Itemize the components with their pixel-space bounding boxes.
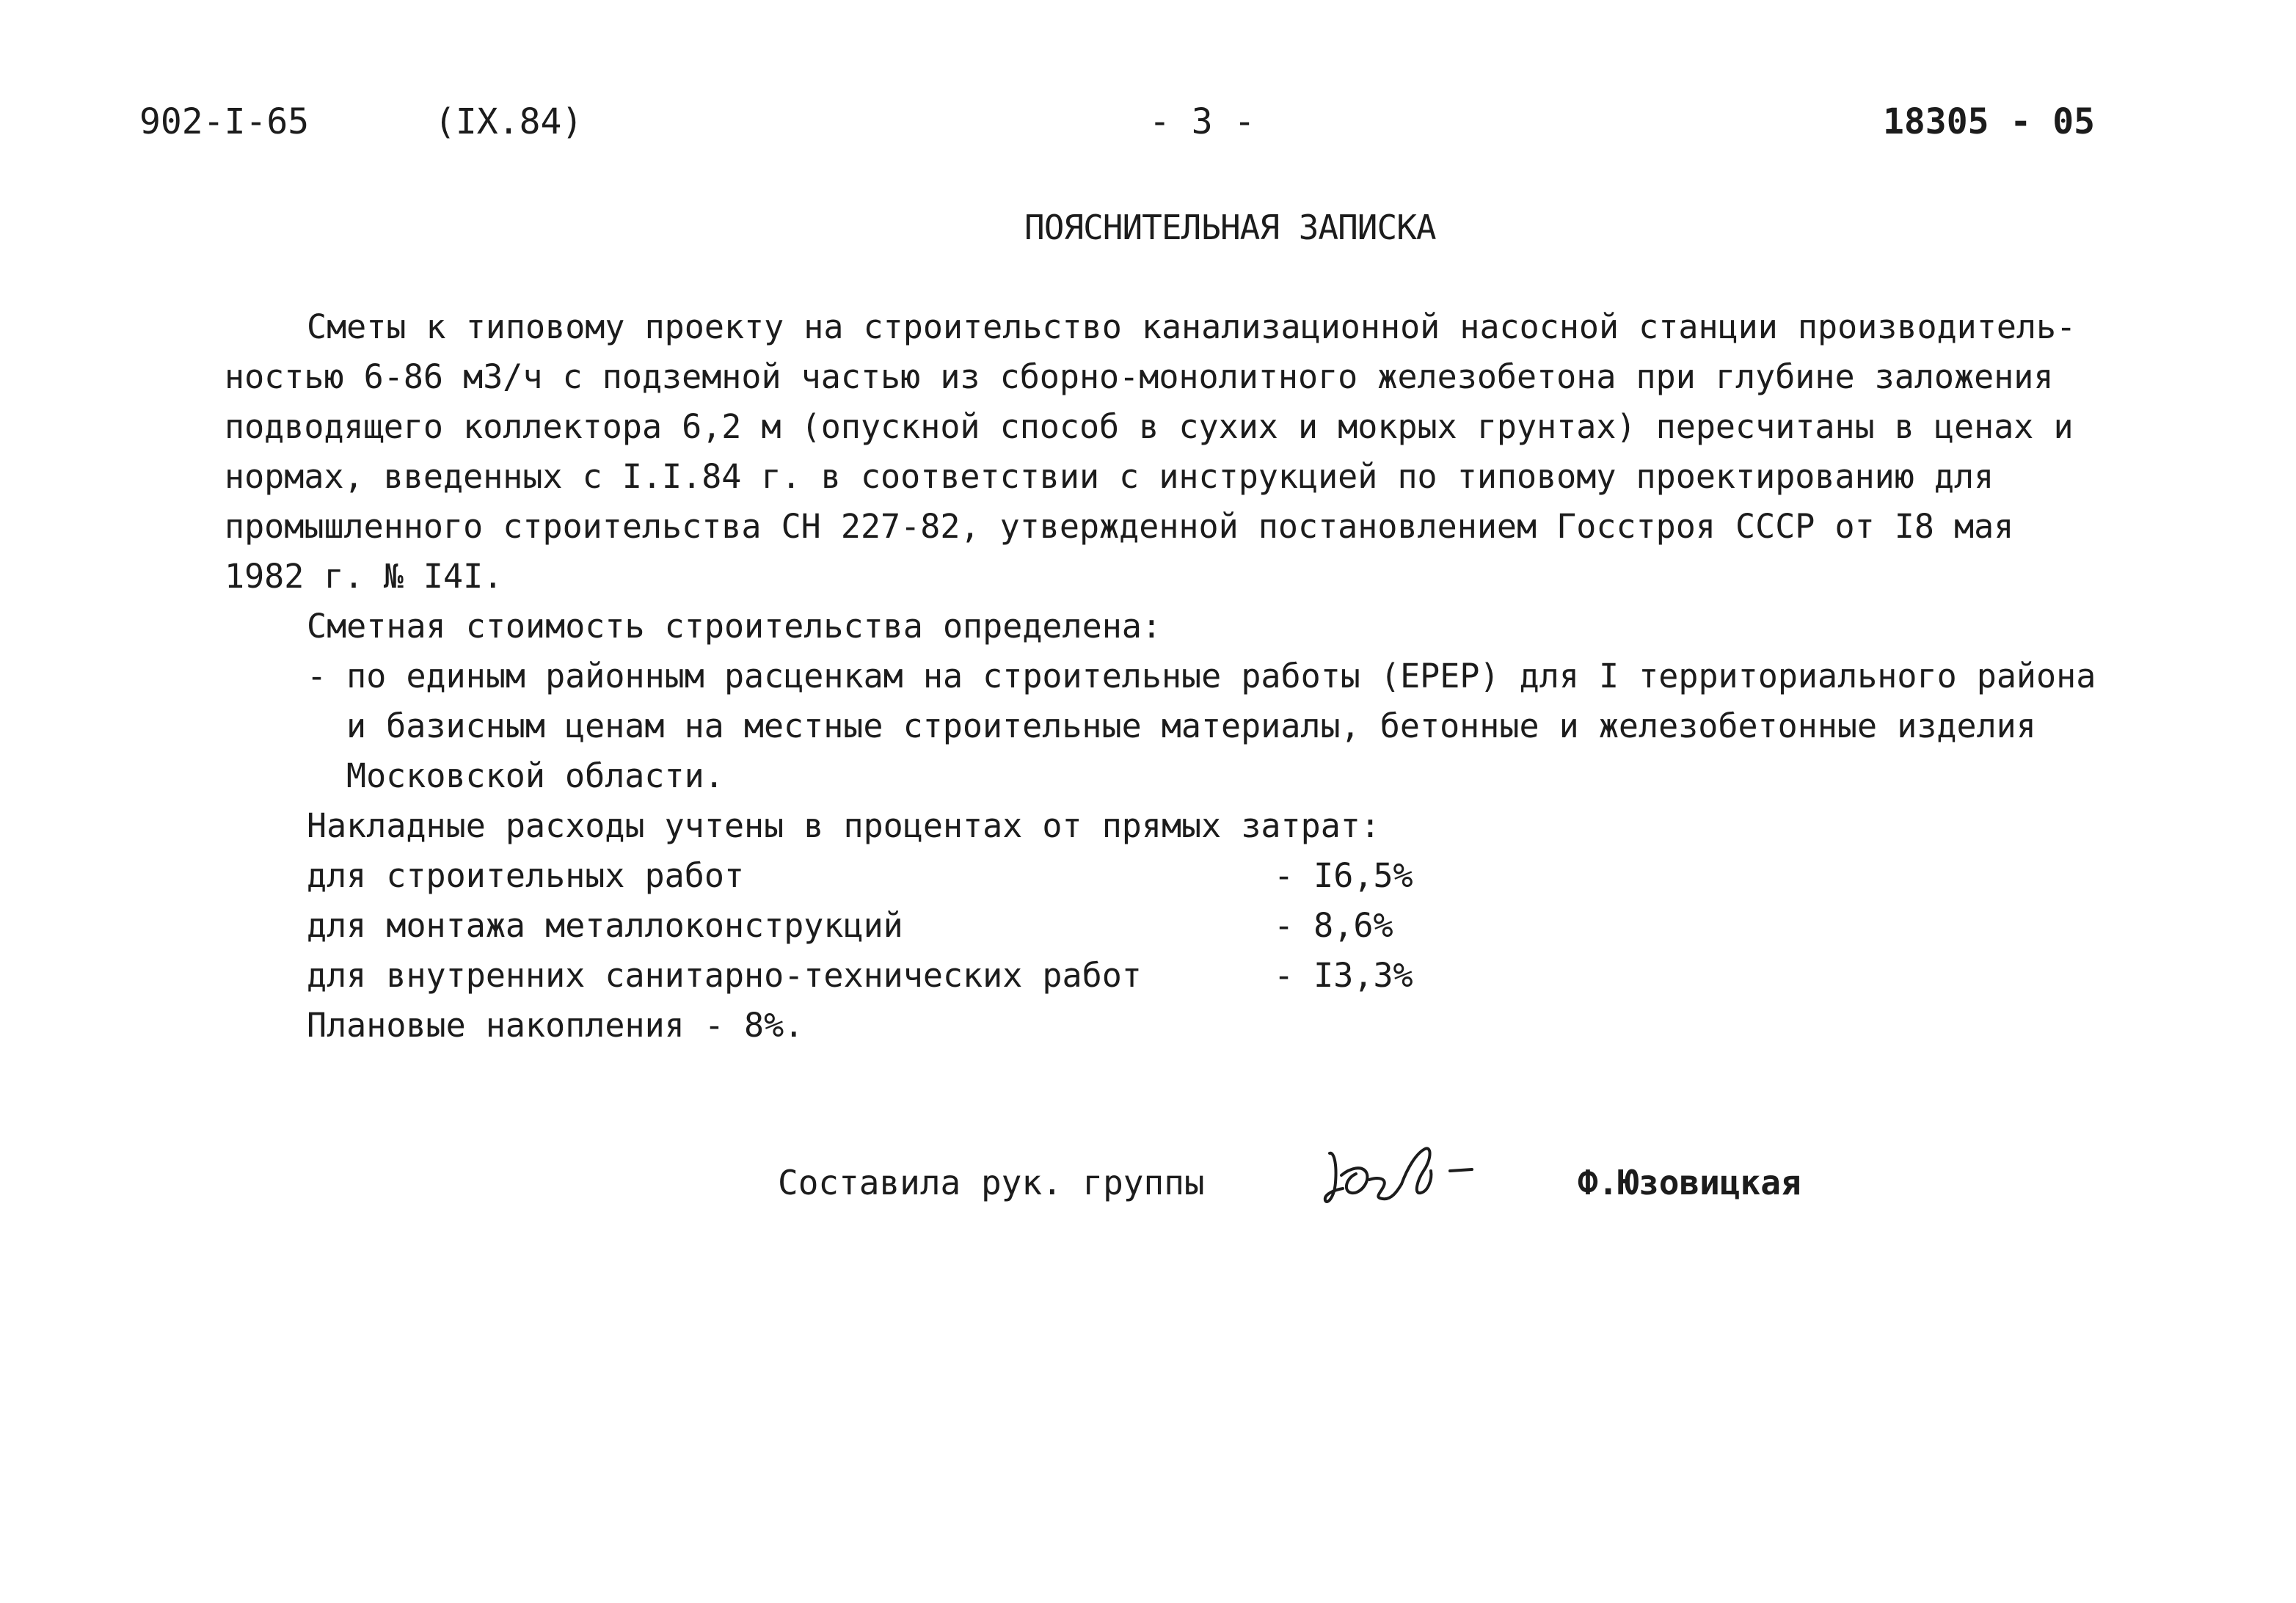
signature-scribble-icon [1321, 1139, 1512, 1219]
document-date: (IX.84) [434, 101, 583, 142]
explanatory-note-body [225, 302, 2176, 1051]
cost-intro: Сметная стоимость строительства определена: [307, 607, 1162, 646]
cost-item-line: Московской области. [346, 756, 724, 795]
overhead-rate-row [225, 951, 2176, 1001]
planned-savings: Плановые накопления - 8%. [307, 1006, 804, 1045]
document-code: 902-I-65 [139, 101, 310, 142]
paragraph-line: подводящего коллектора 6,2 м (опускной способ в сухих и мокрых грунтах) пересчитаны в ценах и [225, 407, 2074, 446]
handwritten-signature [1321, 1139, 1512, 1233]
document-number: 18305 - 05 [1883, 101, 2095, 142]
paragraph-line: нормах, введенных с I.I.84 г. в соответствии с инструкцией по типовому проектированию для [225, 457, 1994, 496]
overhead-rate-row [225, 851, 2176, 901]
paragraph-line: 1982 г. № I4I. [225, 557, 503, 596]
cost-item-line: - по единым районным расценкам на строительные работы (ЕРЕР) для I территориального района [307, 657, 2096, 695]
rate-value: - 8,6% [1274, 906, 1393, 945]
overhead-intro: Накладные расходы учтены в процентах от прямых затрат: [307, 806, 1380, 845]
paragraph-line: ностью 6-86 м3/ч с подземной частью из сборно-монолитного железобетона при глубине заложения [225, 357, 2054, 396]
rate-label: для монтажа металлоконструкций [307, 906, 903, 945]
overhead-rate-row [225, 901, 2176, 951]
rate-value: - I6,5% [1274, 856, 1413, 895]
rate-value: - I3,3% [1274, 956, 1413, 995]
cost-item-line: и базисным ценам на местные строительные материалы, бетонные и железобетонные изделия [346, 706, 2036, 745]
rate-label: для строительных работ [307, 856, 745, 895]
signature-label: Составила рук. группы [778, 1163, 1205, 1202]
paragraph-line: промышленного строительства СН 227-82, утвержденной постановлением Госстроя СССР от I8 мая [225, 507, 2014, 546]
rate-label: для внутренних санитарно-технических работ [307, 956, 1142, 995]
paragraph-line: Сметы к типовому проекту на строительство канализационной насосной станции производитель- [307, 307, 2077, 346]
signatory-name: Ф.Юзовицкая [1578, 1163, 1801, 1202]
page-number: - 3 - [1149, 101, 1255, 142]
page-title: ПОЯСНИТЕЛЬНАЯ ЗАПИСКА [1024, 208, 1436, 247]
signature-block [778, 1158, 1878, 1231]
